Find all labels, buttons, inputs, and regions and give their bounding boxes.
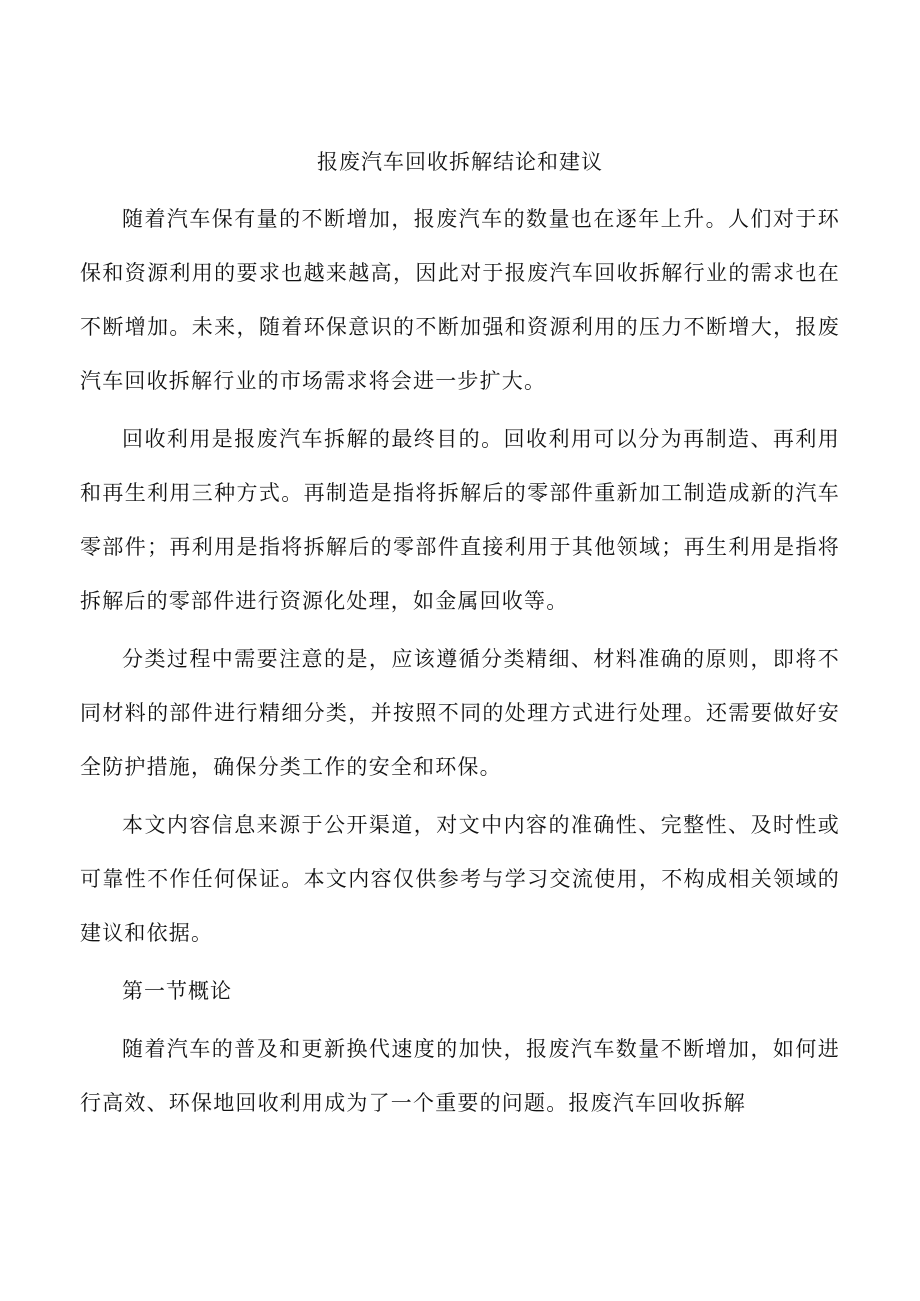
paragraph-4: 本文内容信息来源于公开渠道，对文中内容的准确性、完整性、及时性或可靠性不作任何保证。本文内容仅供参考与学习交流使用，不构成相关领域的建议和依据。 [80, 813, 840, 945]
paragraph-2: 回收利用是报废汽车拆解的最终目的。回收利用可以分为再制造、再利用和再生利用三种方式。再制造是指将拆解后的零部件重新加工制造成新的汽车零部件；再利用是指将拆解后的零部件直接利用于其他领域；再生利用是指将拆解后的零部件进行资源化处理，如金属回收等。 [80, 427, 840, 613]
section-heading: 第一节概论 [122, 979, 232, 1003]
paragraph-1: 随着汽车保有量的不断增加，报废汽车的数量也在逐年上升。人们对于环保和资源利用的要求也越来越高，因此对于报废汽车回收拆解行业的需求也在不断增加。未来，随着环保意识的不断加强和资源利用的压力不断增大，报废汽车回收拆解行业的市场需求将会进一步扩大。 [80, 207, 840, 393]
paragraph-3: 分类过程中需要注意的是，应该遵循分类精细、材料准确的原则，即将不同材料的部件进行精细分类，并按照不同的处理方式进行处理。还需要做好安全防护措施，确保分类工作的安全和环保。 [80, 647, 840, 779]
document-body [80, 140, 840, 1134]
document-title: 报废汽车回收拆解结论和建议 [317, 150, 603, 174]
section-paragraph: 随着汽车的普及和更新换代速度的加快，报废汽车数量不断增加，如何进行高效、环保地回收利用成为了一个重要的问题。报废汽车回收拆解 [80, 1037, 840, 1115]
